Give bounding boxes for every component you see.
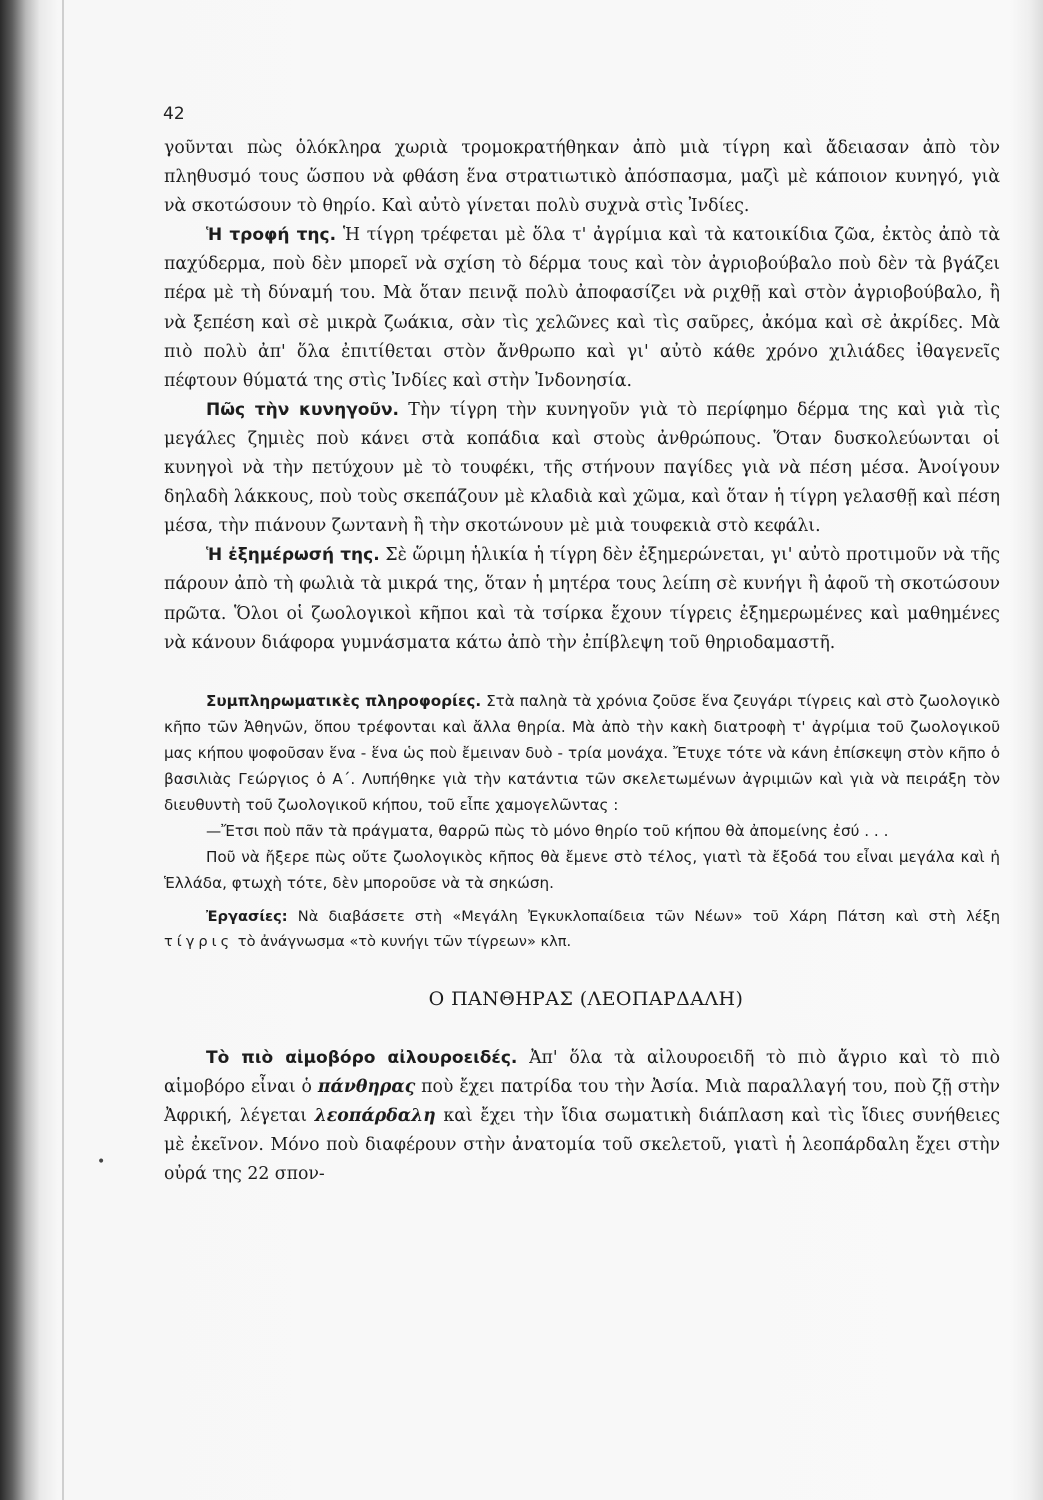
chapter-term-panther: πάνθηρας	[317, 1076, 416, 1097]
margin-mark: •	[97, 1154, 106, 1170]
chapter-text-3: καὶ ἔχει τὴν ἴδια σωματικὴ διάπλαση καὶ τὶς ἴδιες συνήθειες μὲ ἐκεῖνον. Μόνο ποὺ διαφέρουν στὴν ἀνατομία τοῦ σκελετοῦ, γιατὶ ἡ λεοπάρδαλη ἔχει στὴν οὐρά της 22 σπον-	[164, 1105, 1000, 1185]
tasks-label: Ἐργασίες:	[206, 907, 288, 925]
section-hunting-text: Τὴν τίγρη τὴν κυνηγοῦν γιὰ τὸ περίφημο δέρμα της καὶ γιὰ τὶς μεγάλες ζημιὲς ποὺ κάνει στὰ κοπάδια καὶ στοὺς ἀνθρώπους. Ὅταν δυσκολεύωνται οἱ κυνηγοὶ νὰ τὴν πετύχουν μὲ τὸ τουφέκι, τῆς στήνουν παγίδες γιὰ νὰ πέση μέσα. Ἀνοίγουν δηλαδὴ λάκκους, ποὺ τοὺς σκεπάζουν μὲ κλαδιὰ καὶ χῶμα, καὶ ὅταν ἡ τίγρη γελασθῇ καὶ πέση μέσα, τὴν πιάνουν ζωντανὴ ἢ τὴν σκοτώνουν μὲ μιὰ τουφεκιὰ στὸ κεφάλι.	[164, 399, 1000, 537]
supplementary-heading: Συμπληρωματικὲς πληροφορίες.	[206, 691, 482, 710]
section-taming	[164, 541, 1000, 657]
tasks-text-after: τὸ ἀνάγνωσμα «τὸ κυνήγι τῶν τίγρεων» κλπ.	[237, 932, 572, 950]
section-food-text: Ἡ τίγρη τρέφεται μὲ ὅλα τ' ἀγρίμια καὶ τὰ κατοικίδια ζῶα, ἐκτὸς ἀπὸ τὰ παχύδερμα, ποὺ δὲν μπορεῖ νὰ σχίση τὸ δέρμα τους καὶ τὸν ἀγριοβούβαλο ποὺ δὲν τὰ βγάζει πέρα μὲ τὴ δύναμή του. Μὰ ὅταν πεινᾷ πολὺ ἀποφασίζει νὰ ριχθῇ καὶ στὸν ἀγριοβούβαλο, ἢ νὰ ξεπέση καὶ σὲ μικρὰ ζωάκια, σὰν τὶς χελῶνες καὶ τὶς σαῦρες, ἀκόμα καὶ σὲ ἀκρίδες. Μὰ πιὸ πολὺ ἀπ' ὅλα ἐπιτίθεται στὸν ἄνθρωπο καὶ γι' αὐτὸ κάθε χρόνο χιλιάδες ἰθαγενεῖς πέφτουν θύματά της στὶς Ἰνδίες καὶ στὴν Ἰνδονησία.	[164, 225, 1000, 391]
tasks-keyword: τίγρις	[164, 932, 234, 950]
page-number: 42	[163, 104, 185, 124]
tasks-text-before: Νὰ διαβάσετε στὴ «Μεγάλη Ἐγκυκλοπαίδεια τῶν Νέων» τοῦ Χάρη Πάτση καὶ στὴ λέξη	[297, 907, 1000, 925]
section-taming-heading: Ἡ ἐξημέρωσή της.	[206, 545, 380, 566]
section-hunting	[164, 396, 1000, 541]
page-body	[164, 134, 1000, 1189]
chapter-title: Ο ΠΑΝΘΗΡΑΣ (ΛΕΟΠΑΡΔΑΛΗ)	[428, 987, 744, 1010]
chapter-text-2: ποὺ ἔχει πατρίδα του τὴν Ἀσία. Μιὰ παραλλαγή του, ποὺ ζῇ στὴν Ἀφρική, λέγεται	[164, 1076, 1001, 1126]
page-edge-shadow	[62, 0, 64, 1500]
chapter-term-leopard: λεοπάρδαλη	[314, 1105, 436, 1126]
supplementary-quote: —Ἔτσι ποὺ πᾶν τὰ πράγματα, θαρρῶ πὼς τὸ μόνο θηρίο τοῦ κήπου θὰ ἀπομείνης ἐσύ . . .	[206, 821, 889, 840]
supplementary-paragraph	[164, 688, 1000, 818]
chapter-heading: Τὸ πιὸ αἱμοβόρο αἰλουροειδές.	[206, 1047, 518, 1068]
section-food-heading: Ἡ τροφή της.	[206, 225, 337, 246]
tasks-paragraph	[164, 904, 1000, 954]
intro-paragraph: γοῦνται πὼς ὁλόκληρα χωριὰ τρομοκρατήθηκαν ἀπὸ μιὰ τίγρη καὶ ἄδειασαν ἀπὸ τὸν πληθυσμό τους ὥσπου νὰ φθάση ἕνα στρατιωτικὸ ἀπόσπασμα, μαζὶ μὲ κάποιον κυνηγό, γιὰ νὰ σκοτώσουν τὸ θηρίο. Καὶ αὐτὸ γίνεται πολὺ συχνὰ στὶς Ἰνδίες.	[164, 138, 1000, 217]
chapter-paragraph	[164, 1044, 1000, 1189]
chapter-text-1: Ἀπ' ὅλα τὰ αἰλουροειδῆ τὸ πιὸ ἄγριο καὶ τὸ πιὸ αἱμοβόρο εἶναι ὁ	[164, 1047, 1000, 1097]
supplementary-text: Στὰ παληὰ τὰ χρόνια ζοῦσε ἕνα ζευγάρι τίγρεις καὶ στὸ ζωολογικὸ κῆπο τῶν Ἀθηνῶν, ὅπου τρέφονται καὶ ἄλλα θηρία. Μὰ ἀπὸ τὴν κακὴ διατροφὴ τ' ἀγρίμια τοῦ ζωολογικοῦ μας κήπου ψοφοῦσαν ἕνα - ἕνα ὡς ποὺ ἔμειναν δυὸ - τρία μονάχα. Ἔτυχε τότε νὰ κάνη ἐπίσκεψη στὸν κῆπο ὁ βασιλιὰς Γεώργιος ὁ Α΄. Λυπήθηκε γιὰ τὴν κατάντια τῶν σκελετωμένων ἀγριμιῶν καὶ γιὰ νὰ πειράξη τὸν διευθυντὴ τοῦ ζωολογικοῦ κήπου, τοῦ εἶπε χαμογελῶντας :	[164, 691, 1000, 814]
supplementary-closing: Ποῦ νὰ ἤξερε πὼς οὔτε ζωολογικὸς κῆπος θὰ ἔμενε στὸ τέλος, γιατὶ τὰ ἔξοδά του εἶναι μεγάλα καὶ ἡ Ἑλλάδα, φτωχὴ τότε, δὲν μποροῦσε νὰ τὰ σηκώση.	[164, 847, 1000, 892]
section-hunting-heading: Πῶς τὴν κυνηγοῦν.	[206, 399, 399, 420]
section-taming-text: Σὲ ὥριμη ἡλικία ἡ τίγρη δὲν ἐξημερώνεται, γι' αὐτὸ προτιμοῦν νὰ τῆς πάρουν ἀπὸ τὴ φωλιὰ τὰ μικρά της, ὅταν ἡ μητέρα τους λείπη σὲ κυνήγι ἢ ἀφοῦ τὴ σκοτώσουν πρῶτα. Ὅλοι οἱ ζωολογικοὶ κῆποι καὶ τὰ τσίρκα ἔχουν τίγρεις ἐξημερωμένες καὶ μαθημένες νὰ κάνουν διάφορα γυμνάσματα κάτω ἀπὸ τὴν ἐπίβλεψη τοῦ θηριοδαμαστῆ.	[164, 545, 1000, 653]
section-food	[164, 221, 1000, 396]
